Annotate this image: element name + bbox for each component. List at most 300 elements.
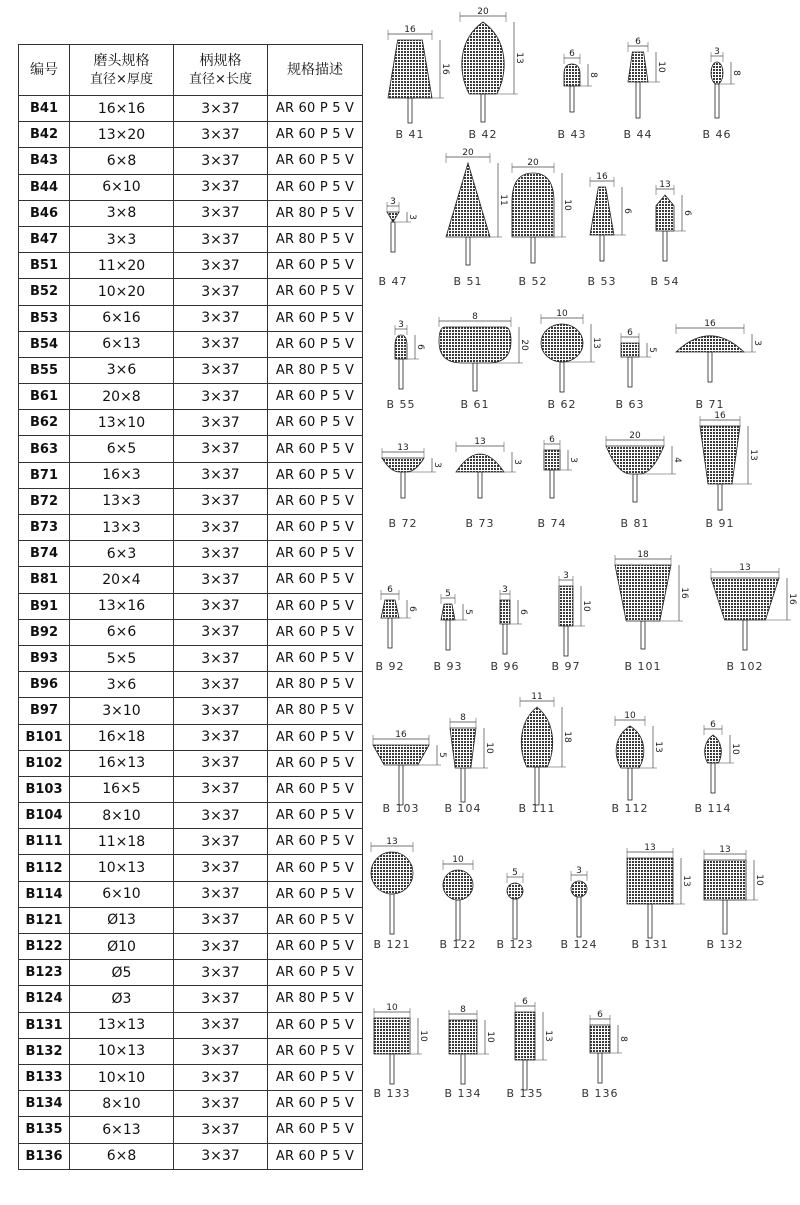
dimension-label: 10 [556, 309, 568, 319]
cell-desc: AR 60 P 5 V [268, 1091, 363, 1117]
dimension-label: 10 [656, 61, 666, 73]
dimension-label: 11 [531, 692, 543, 702]
table-row [19, 515, 363, 541]
drawing-b81 [606, 431, 682, 530]
cell-shank: 3×37 [174, 907, 268, 933]
drawing-caption: B 111 [518, 802, 556, 815]
drawing-caption: B 92 [375, 660, 405, 673]
cell-code: B122 [19, 934, 70, 960]
shank [711, 763, 715, 793]
cell-head: 3×8 [70, 200, 174, 226]
table-row [19, 436, 363, 462]
dimension-label: 10 [418, 1030, 428, 1042]
dimension-label: 10 [624, 711, 636, 721]
drawing-b42 [460, 7, 524, 141]
grinding-head [387, 212, 399, 222]
drawing-b72 [382, 443, 442, 530]
shank [390, 1054, 394, 1084]
dimension-label: 18 [637, 550, 649, 560]
table-row [19, 934, 363, 960]
cell-code: B72 [19, 488, 70, 514]
grinding-head [373, 745, 429, 765]
table-row [19, 907, 363, 933]
cell-code: B132 [19, 1038, 70, 1064]
drawing-b124 [560, 866, 597, 951]
dimension-label: 3 [563, 571, 569, 581]
grinding-head [500, 600, 510, 624]
cell-shank: 3×37 [174, 488, 268, 514]
dimension-label: 20 [519, 339, 529, 351]
cell-head: 16×13 [70, 750, 174, 776]
cell-code: B55 [19, 357, 70, 383]
dimension-label: 6 [549, 435, 555, 445]
grinding-head [449, 1020, 477, 1054]
drawing-b54 [650, 180, 692, 288]
drawing-b55 [386, 320, 425, 411]
cell-head: Ø5 [70, 960, 174, 986]
cell-shank: 3×37 [174, 750, 268, 776]
shank [648, 904, 652, 938]
table-row [19, 619, 363, 645]
drawing-b43 [557, 49, 598, 141]
cell-desc: AR 60 P 5 V [268, 1012, 363, 1038]
dimension-label: 3 [432, 462, 442, 468]
cell-shank: 3×37 [174, 776, 268, 802]
cell-desc: AR 60 P 5 V [268, 462, 363, 488]
drawing-b97 [551, 571, 591, 673]
cell-shank: 3×37 [174, 436, 268, 462]
dimension-label: 11 [498, 194, 508, 206]
shank [399, 765, 403, 805]
cell-shank: 3×37 [174, 1064, 268, 1090]
dimension-label: 5 [512, 868, 518, 878]
grinding-head [456, 454, 504, 472]
shank [461, 1054, 465, 1084]
cell-code: B123 [19, 960, 70, 986]
shank [513, 899, 517, 939]
dimension-label: 8 [472, 312, 478, 322]
dimension-label: 13 [748, 449, 758, 461]
cell-head: 11×18 [70, 829, 174, 855]
drawing-caption: B 114 [694, 802, 732, 815]
cell-head: 10×20 [70, 279, 174, 305]
dimension-label: 6 [569, 49, 575, 59]
grinding-head [544, 450, 560, 470]
dimension-label: 5 [445, 589, 451, 599]
table-row [19, 148, 363, 174]
cell-shank: 3×37 [174, 357, 268, 383]
cell-code: B52 [19, 279, 70, 305]
cell-head: 13×16 [70, 593, 174, 619]
drawing-b101 [615, 550, 689, 673]
header-shank-spec-line1: 柄规格 [199, 53, 242, 69]
table-row [19, 698, 363, 724]
cell-desc: AR 60 P 5 V [268, 1038, 363, 1064]
drawing-caption: B 63 [615, 398, 645, 411]
drawing-caption: B 124 [560, 938, 598, 951]
cell-code: B74 [19, 541, 70, 567]
table-row [19, 776, 363, 802]
table-row [19, 1143, 363, 1169]
shank [628, 768, 632, 800]
drawing-caption: B 96 [490, 660, 520, 673]
cell-head: 3×10 [70, 698, 174, 724]
grinding-head [616, 726, 644, 768]
cell-code: B43 [19, 148, 70, 174]
drawing-b46 [702, 47, 741, 141]
cell-desc: AR 60 P 5 V [268, 724, 363, 750]
dimension-label: 13 [644, 843, 656, 853]
cell-code: B97 [19, 698, 70, 724]
cell-desc: AR 60 P 5 V [268, 515, 363, 541]
table-row [19, 541, 363, 567]
cell-head: 10×13 [70, 855, 174, 881]
header-head-spec-line1: 磨头规格 [93, 53, 150, 69]
cell-shank: 3×37 [174, 462, 268, 488]
drawing-caption: B 73 [465, 517, 495, 530]
cell-shank: 3×37 [174, 593, 268, 619]
cell-code: B91 [19, 593, 70, 619]
shank [531, 237, 535, 263]
cell-desc: AR 60 P 5 V [268, 803, 363, 829]
cell-code: B62 [19, 410, 70, 436]
cell-head: 10×13 [70, 1038, 174, 1064]
shank [715, 84, 719, 118]
grinding-head [388, 40, 432, 98]
header-description: 规格描述 [268, 45, 363, 96]
cell-code: B92 [19, 619, 70, 645]
dimension-label: 3 [398, 320, 404, 330]
dimension-label: 6 [627, 328, 633, 338]
shank [461, 768, 465, 802]
cell-code: B61 [19, 384, 70, 410]
cell-shank: 3×37 [174, 1143, 268, 1169]
table-row [19, 279, 363, 305]
grinding-head [628, 52, 648, 82]
dimension-label: 16 [440, 63, 450, 75]
grinding-head [711, 62, 723, 84]
cell-code: B124 [19, 986, 70, 1012]
header-shank-spec [174, 45, 268, 96]
cell-head: 13×10 [70, 410, 174, 436]
cell-head: 8×10 [70, 1091, 174, 1117]
table-row [19, 488, 363, 514]
cell-head: 11×20 [70, 253, 174, 279]
grinding-head [446, 163, 490, 237]
cell-head: 6×13 [70, 331, 174, 357]
dimension-label: 16 [679, 587, 689, 599]
dimension-label: 10 [386, 1003, 398, 1013]
dimension-label: 18 [562, 731, 572, 743]
cell-code: B51 [19, 253, 70, 279]
cell-head: 16×3 [70, 462, 174, 488]
grinding-head [704, 860, 746, 900]
shank [628, 357, 632, 387]
cell-shank: 3×37 [174, 1038, 268, 1064]
shank [718, 484, 722, 510]
cell-desc: AR 60 P 5 V [268, 1143, 363, 1169]
cell-shank: 3×37 [174, 986, 268, 1012]
grinding-head [462, 22, 504, 94]
dimension-label: 6 [518, 609, 528, 615]
cell-desc: AR 60 P 5 V [268, 619, 363, 645]
grinding-head [512, 173, 554, 237]
shank [641, 621, 645, 649]
shank [456, 900, 460, 940]
cell-shank: 3×37 [174, 567, 268, 593]
dimension-label: 13 [681, 875, 691, 887]
grinding-head [541, 324, 583, 362]
shank [446, 620, 450, 650]
shank [564, 626, 568, 656]
cell-head: 6×10 [70, 881, 174, 907]
grinding-head [381, 600, 399, 618]
shank [523, 1060, 527, 1090]
dimension-label: 4 [672, 457, 682, 463]
drawing-b102 [711, 563, 797, 673]
dimension-label: 8 [460, 1005, 466, 1015]
cell-desc: AR 60 P 5 V [268, 855, 363, 881]
dimension-label: 3 [502, 585, 508, 595]
dimension-label: 13 [474, 437, 486, 447]
shank [466, 237, 470, 265]
drawing-caption: B 134 [444, 1087, 482, 1100]
cell-code: B101 [19, 724, 70, 750]
cell-head: 6×8 [70, 148, 174, 174]
grinding-head [621, 343, 639, 357]
cell-code: B81 [19, 567, 70, 593]
cell-shank: 3×37 [174, 960, 268, 986]
cell-code: B134 [19, 1091, 70, 1117]
cell-desc: AR 60 P 5 V [268, 1117, 363, 1143]
dimension-label: 13 [386, 837, 398, 847]
dimension-label: 13 [397, 443, 409, 453]
drawing-b91 [700, 411, 758, 530]
drawing-caption: B 122 [439, 938, 477, 951]
cell-shank: 3×37 [174, 881, 268, 907]
dimension-label: 5 [647, 347, 657, 353]
cell-desc: AR 60 P 5 V [268, 279, 363, 305]
shank [473, 363, 477, 391]
cell-head: 10×10 [70, 1064, 174, 1090]
cell-desc: AR 60 P 5 V [268, 567, 363, 593]
cell-code: B96 [19, 672, 70, 698]
cell-code: B53 [19, 305, 70, 331]
header-head-spec [70, 45, 174, 96]
shank [560, 362, 564, 392]
cell-shank: 3×37 [174, 829, 268, 855]
drawing-caption: B 53 [587, 275, 617, 288]
grinding-head [564, 64, 580, 86]
drawing-b121 [371, 837, 413, 951]
grinding-head [705, 735, 722, 763]
shank [388, 618, 392, 648]
cell-shank: 3×37 [174, 724, 268, 750]
cell-desc: AR 60 P 5 V [268, 253, 363, 279]
header-shank-spec-line2: 直径×长度 [189, 72, 252, 87]
table-row [19, 200, 363, 226]
drawing-caption: B 121 [373, 938, 411, 951]
cell-code: B54 [19, 331, 70, 357]
cell-code: B104 [19, 803, 70, 829]
cell-head: 16×16 [70, 96, 174, 122]
dimension-label: 6 [682, 210, 692, 216]
shank [633, 474, 637, 502]
dimension-label: 6 [710, 720, 716, 730]
dimension-label: 13 [739, 563, 751, 573]
drawing-b135 [506, 997, 553, 1100]
dimension-label: 10 [730, 743, 740, 755]
table-row [19, 567, 363, 593]
table-row [19, 672, 363, 698]
cell-desc: AR 60 P 5 V [268, 881, 363, 907]
cell-head: 6×10 [70, 174, 174, 200]
dimension-label: 16 [704, 319, 716, 329]
drawing-caption: B 52 [518, 275, 548, 288]
drawing-b112 [611, 711, 663, 815]
dimension-label: 16 [714, 411, 726, 421]
drawing-caption: B 71 [695, 398, 725, 411]
cell-shank: 3×37 [174, 148, 268, 174]
table-row [19, 1038, 363, 1064]
cell-code: B44 [19, 174, 70, 200]
drawing-b47 [378, 197, 417, 288]
grinding-head [711, 578, 779, 620]
dimension-label: 6 [635, 37, 641, 47]
cell-desc: AR 80 P 5 V [268, 357, 363, 383]
drawing-caption: B 41 [395, 128, 425, 141]
shank [723, 900, 727, 934]
dimension-label: 6 [522, 997, 528, 1007]
table-row [19, 174, 363, 200]
dimension-label: 20 [629, 431, 641, 441]
cell-code: B112 [19, 855, 70, 881]
table-row [19, 750, 363, 776]
cell-code: B102 [19, 750, 70, 776]
grinding-head [676, 336, 744, 352]
drawing-caption: B 123 [496, 938, 534, 951]
table-row [19, 226, 363, 252]
dimension-label: 3 [568, 457, 578, 463]
shank [535, 767, 539, 805]
drawing-b92 [375, 585, 417, 673]
shank [577, 897, 581, 937]
cell-head: 20×4 [70, 567, 174, 593]
cell-head: 3×3 [70, 226, 174, 252]
cell-desc: AR 60 P 5 V [268, 174, 363, 200]
table-row [19, 122, 363, 148]
dimension-label: 3 [576, 866, 582, 876]
cell-head: 3×6 [70, 672, 174, 698]
dimension-label: 13 [514, 52, 524, 64]
grinding-head [590, 187, 614, 235]
grinding-head [507, 883, 523, 899]
cell-code: B136 [19, 1143, 70, 1169]
cell-desc: AR 60 P 5 V [268, 541, 363, 567]
cell-head: 6×6 [70, 619, 174, 645]
cell-code: B121 [19, 907, 70, 933]
table-row [19, 803, 363, 829]
grinding-head [606, 446, 664, 474]
table-row [19, 253, 363, 279]
dimension-label: 3 [390, 197, 396, 207]
cell-shank: 3×37 [174, 331, 268, 357]
drawing-b53 [587, 172, 632, 288]
cell-shank: 3×37 [174, 1091, 268, 1117]
cell-code: B73 [19, 515, 70, 541]
cell-code: B133 [19, 1064, 70, 1090]
header-head-spec-line2: 直径×厚度 [90, 72, 153, 87]
grinding-head [521, 707, 552, 767]
drawing-caption: B 136 [581, 1087, 619, 1100]
dimension-label: 10 [485, 1031, 495, 1043]
drawing-b61 [439, 312, 529, 411]
drawing-b111 [518, 692, 572, 815]
table-row [19, 384, 363, 410]
cell-code: B131 [19, 1012, 70, 1038]
table-row [19, 960, 363, 986]
dimension-label: 8 [588, 72, 598, 78]
grinding-head [627, 858, 673, 904]
drawing-caption: B 103 [382, 802, 420, 815]
dimension-label: 3 [752, 340, 762, 346]
cell-shank: 3×37 [174, 1117, 268, 1143]
table-row [19, 357, 363, 383]
drawing-b131 [627, 843, 691, 951]
cell-shank: 3×37 [174, 279, 268, 305]
cell-desc: AR 60 P 5 V [268, 384, 363, 410]
cell-desc: AR 60 P 5 V [268, 305, 363, 331]
dimension-label: 16 [404, 25, 416, 35]
dimension-label: 6 [597, 1010, 603, 1020]
dimension-label: 6 [622, 208, 632, 214]
table-row [19, 855, 363, 881]
cell-head: 16×5 [70, 776, 174, 802]
drawing-caption: B 55 [386, 398, 416, 411]
dimension-label: 3 [714, 47, 720, 57]
drawing-b63 [615, 328, 657, 411]
cell-desc: AR 60 P 5 V [268, 96, 363, 122]
cell-shank: 3×37 [174, 122, 268, 148]
drawing-caption: B 72 [388, 517, 418, 530]
cell-shank: 3×37 [174, 384, 268, 410]
cell-head: 13×13 [70, 1012, 174, 1038]
drawing-caption: B 42 [468, 128, 498, 141]
dimension-label: 8 [618, 1036, 628, 1042]
drawing-b41 [388, 25, 450, 141]
cell-shank: 3×37 [174, 515, 268, 541]
drawing-b114 [694, 720, 740, 815]
dimension-label: 13 [543, 1030, 553, 1042]
cell-shank: 3×37 [174, 803, 268, 829]
cell-head: 16×18 [70, 724, 174, 750]
shank [743, 620, 747, 650]
table-row [19, 593, 363, 619]
cell-shank: 3×37 [174, 200, 268, 226]
drawing-b62 [541, 309, 601, 411]
cell-shank: 3×37 [174, 672, 268, 698]
drawing-b93 [433, 589, 473, 673]
cell-code: B41 [19, 96, 70, 122]
cell-code: B114 [19, 881, 70, 907]
dimension-label: 13 [653, 741, 663, 753]
cell-head: 6×5 [70, 436, 174, 462]
shank [478, 472, 482, 498]
drawing-caption: B 133 [373, 1087, 411, 1100]
shank [598, 1053, 602, 1083]
cell-code: B47 [19, 226, 70, 252]
grinding-head [615, 565, 671, 621]
